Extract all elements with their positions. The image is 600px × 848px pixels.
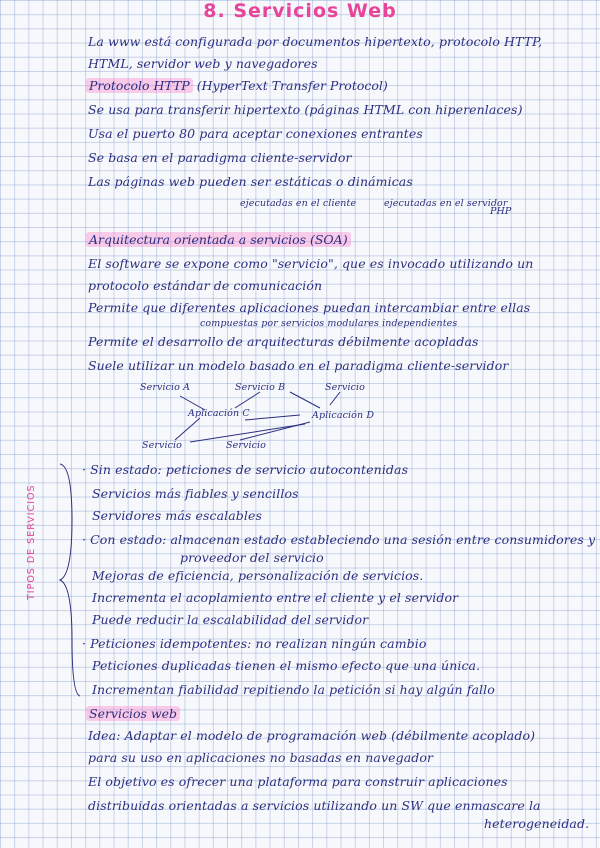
line-sw-2: para su uso en aplicaciones no basadas en navegador (88, 750, 434, 765)
line-http-4: Las páginas web pueden ser estáticas o dinámicas (88, 174, 413, 189)
line-soa-2: protocolo estándar de comunicación (88, 278, 323, 293)
diagram-aplicacion-c: Aplicación C (188, 408, 250, 419)
arrow-s-d (330, 392, 340, 405)
line-tipos-9: · Peticiones idempotentes: no realizan ningún cambio (82, 636, 427, 651)
line-tipos-3: Servidores más escalables (92, 508, 263, 523)
diagram-servicio-a: Servicio A (140, 382, 191, 393)
line-soa-3: Permite que diferentes aplicaciones puedan intercambiar entre ellas (88, 300, 531, 315)
line-sw-3: El objetivo es ofrecer una plataforma para construir aplicaciones (88, 774, 508, 789)
note-php: PHP (490, 206, 512, 217)
diagram-servicio-2: Servicio (142, 440, 182, 451)
arrow-c-d (245, 415, 300, 420)
line-http-3: Se basa en el paradigma cliente-servidor (88, 150, 352, 165)
line-tipos-5: proveedor del servicio (180, 550, 324, 565)
diagram-aplicacion-d: Aplicación D (312, 410, 375, 421)
line-sw-5: heterogeneidad. (484, 816, 590, 831)
line-tipos-11: Incrementan fiabilidad repitiendo la petición si hay algún fallo (92, 682, 495, 697)
line-http-1: Se usa para transferir hipertexto (páginas HTML con hiperenlaces) (88, 102, 523, 117)
note-cliente: ejecutadas en el cliente (240, 198, 357, 209)
diagram-servicio: Servicio (325, 382, 365, 393)
side-label-tipos: TIPOS DE SERVICIOS (26, 484, 37, 600)
line-tipos-7: Incrementa el acoplamiento entre el cliente y el servidor (92, 590, 459, 605)
line-tipos-10: Peticiones duplicadas tienen el mismo efecto que una única. (92, 658, 481, 673)
heading-soa-label: Arquitectura orientada a servicios (SOA) (86, 232, 351, 247)
heading-http-label: Protocolo HTTP (86, 78, 193, 93)
heading-sw-label: Servicios web (86, 706, 180, 721)
line-www: La www está configurada por documentos hipertexto, protocolo HTTP, (88, 34, 543, 49)
line-sw-1: Idea: Adaptar el modelo de programación web (débilmente acoplado) (88, 728, 536, 743)
line-tipos-8: Puede reducir la escalabilidad del servidor (92, 612, 369, 627)
arrow-b-c (235, 392, 260, 408)
heading-http-full: (HyperText Transfer Protocol) (196, 78, 388, 93)
line-soa-1: El software se expone como "servicio", que es invocado utilizando un (88, 256, 534, 271)
line-tipos-2: Servicios más fiables y sencillos (92, 486, 299, 501)
line-soa-4: Permite el desarrollo de arquitecturas débilmente acopladas (88, 334, 479, 349)
line-html: HTML, servidor web y navegadores (88, 56, 318, 71)
line-tipos-1: · Sin estado: peticiones de servicio autocontenidas (82, 462, 409, 477)
line-http-2: Usa el puerto 80 para aceptar conexiones entrantes (88, 126, 423, 141)
page-title: 8. Servicios Web (203, 0, 397, 22)
arrow-b-d (290, 392, 320, 408)
line-soa-5: Suele utilizar un modelo basado en el paradigma cliente-servidor (88, 358, 509, 373)
line-sw-4: distribuidas orientadas a servicios utilizando un SW que enmascare la (88, 798, 541, 813)
diagram-servicio-b: Servicio B (235, 382, 286, 393)
heading-sw (86, 706, 180, 721)
arrow-c-s2 (175, 418, 200, 440)
note-compuestas: compuestas por servicios modulares independientes (200, 318, 458, 329)
line-tipos-6: Mejoras de eficiencia, personalización de servicios. (92, 568, 424, 583)
line-tipos-4: · Con estado: almacenan estado estableciendo una sesión entre consumidores y (82, 532, 596, 547)
brace (60, 464, 80, 696)
diagram-servicio-3: Servicio (226, 440, 266, 451)
note-servidor: ejecutadas en el servidor (384, 198, 508, 209)
